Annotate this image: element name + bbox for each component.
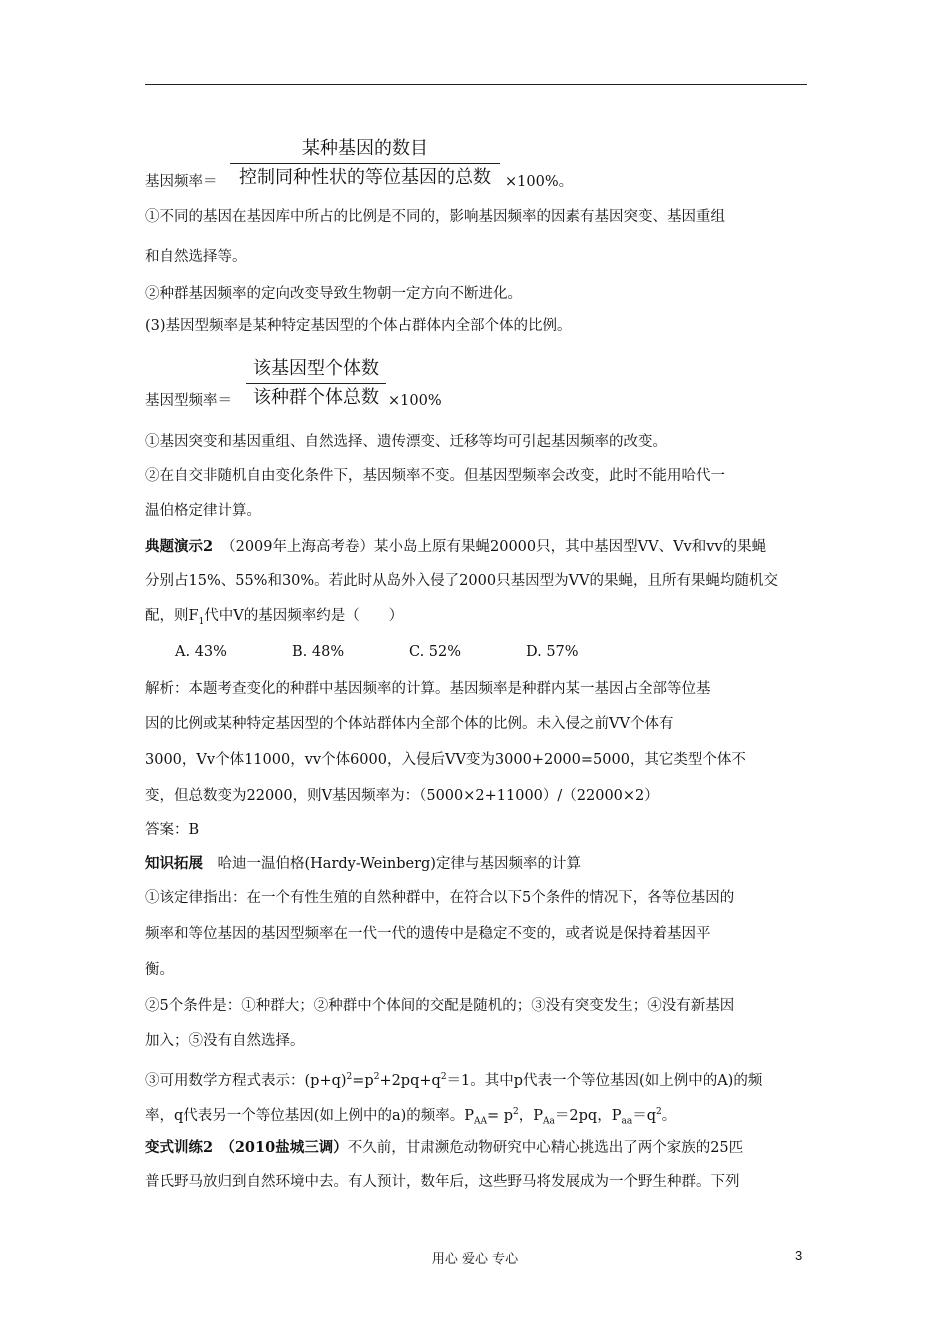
variant-line-2: 普氏野马放归到自然环境中去。有人预计，数年后，这些野马将发展成为一个野生种群。下列 bbox=[145, 1174, 740, 1190]
paragraph-line: ①不同的基因在基因库中所占的比例是不同的，影响基因频率的因素有基因突变、基因重组 bbox=[145, 209, 725, 225]
knowledge-line: 衡。 bbox=[145, 962, 174, 978]
gene-frequency-lhs: 基因频率＝ bbox=[145, 174, 218, 190]
gene-frequency-fraction bbox=[230, 138, 500, 189]
genotype-frequency-lhs: 基因型频率＝ bbox=[145, 393, 232, 409]
example-heading: 典题演示2 bbox=[145, 538, 214, 555]
header-rule bbox=[145, 84, 807, 85]
gene-frequency-suffix: ×100%。 bbox=[505, 174, 574, 190]
analysis-line: 解析：本题考查变化的种群中基因频率的计算。基因频率是种群内某一基因占全部等位基 bbox=[145, 681, 711, 697]
fraction-bar bbox=[230, 163, 500, 164]
option-a: A. 43% bbox=[175, 644, 227, 660]
knowledge-title: 哈迪一温伯格(Hardy-Weinberg)定律与基因频率的计算 bbox=[203, 856, 581, 872]
fraction-denominator: 控制同种性状的等位基因的总数 bbox=[239, 167, 491, 188]
variant-line-1: 变式训练2 （2010盐城三调）不久前，甘肃濒危动物研究中心精心挑选出了两个家族的25匹 bbox=[145, 1139, 744, 1156]
fraction-numerator: 某种基因的数目 bbox=[302, 138, 428, 159]
genotype-frequency-suffix: ×100% bbox=[388, 393, 442, 409]
variant-heading: 变式训练2 （2010盐城三调） bbox=[145, 1139, 348, 1156]
paragraph-line: ②在自交非随机自由变化条件下，基因频率不变。但基因型频率会改变，此时不能用哈代一 bbox=[145, 468, 725, 484]
fraction-denominator: 该种群个体总数 bbox=[253, 387, 379, 408]
example-text: （2009年上海高考卷）某小岛上原有果蝇20000只，其中基因型VV、Vv和vv的果蝇 bbox=[221, 539, 767, 555]
genotype-equation-line: 率，q代表另一个等位基因(如上例中的a)的频率。$P_{AA}= p^2$，$P_{Aa}=2pq$，$P_{aa}=q^2$。 bbox=[145, 1107, 677, 1127]
paragraph-line: 温伯格定律计算。 bbox=[145, 503, 261, 519]
option-b: B. 48% bbox=[292, 644, 345, 660]
knowledge-heading-line bbox=[145, 854, 581, 874]
paragraph-line: ①基因突变和基因重组、自然选择、遗传漂变、迁移等均可引起基因频率的改变。 bbox=[145, 434, 667, 450]
knowledge-line: 频率和等位基因的基因型频率在一代一代的遗传中是稳定不变的，或者说是保持着基因平 bbox=[145, 926, 711, 942]
knowledge-line: ①该定律指出：在一个有性生殖的自然种群中，在符合以下5个条件的情况下，各等位基因的 bbox=[145, 890, 735, 906]
example-line-2: 分别占15%、55%和30%。若此时从岛外入侵了2000只基因型为VV的果蝇，且所有果蝇均随机交 bbox=[145, 573, 779, 589]
analysis-line: 3000，Vv个体11000，vv个体6000，入侵后VV变为3000+2000=5000，其它类型个体不 bbox=[145, 752, 746, 768]
example-line-3: 配，则$F_1$代中V的基因频率约是（ ） bbox=[145, 608, 404, 627]
analysis-line: 变，但总数变为22000，则V基因频率为：（5000×2+11000）/（22000×2） bbox=[145, 788, 659, 804]
example-line-1 bbox=[145, 537, 766, 557]
paragraph-line: ②种群基因频率的定向改变导致生物朝一定方向不断进化。 bbox=[145, 286, 522, 302]
page-number: 3 bbox=[795, 1248, 803, 1263]
knowledge-heading: 知识拓展 bbox=[145, 855, 203, 872]
genotype-frequency-fraction bbox=[246, 358, 386, 409]
paragraph-line: (3)基因型频率是某种特定基因型的个体占群体内全部个体的比例。 bbox=[145, 318, 572, 334]
answer-options bbox=[175, 642, 643, 662]
answer-line: 答案：B bbox=[145, 822, 200, 838]
fraction-numerator: 该基因型个体数 bbox=[253, 358, 379, 379]
fraction-bar bbox=[246, 383, 386, 384]
paragraph-line: 和自然选择等。 bbox=[145, 249, 247, 265]
equation-line: ③可用数学方程式表示：$(p+q)^2=p^2+2pq+q^2=1$。其中p代表一个等位基因(如上例中的A)的频 bbox=[145, 1072, 763, 1089]
knowledge-line: 加入；⑤没有自然选择。 bbox=[145, 1033, 305, 1049]
option-d: D. 57% bbox=[526, 644, 579, 660]
knowledge-line: ②5个条件是：①种群大；②种群中个体间的交配是随机的；③没有突变发生；④没有新基因 bbox=[145, 998, 735, 1014]
footer-slogan: 用心 爱心 专心 bbox=[431, 1252, 519, 1267]
analysis-line: 因的比例或某种特定基因型的个体站群体内全部个体的比例。未入侵之前VV个体有 bbox=[145, 716, 674, 732]
option-c: C. 52% bbox=[409, 644, 462, 660]
